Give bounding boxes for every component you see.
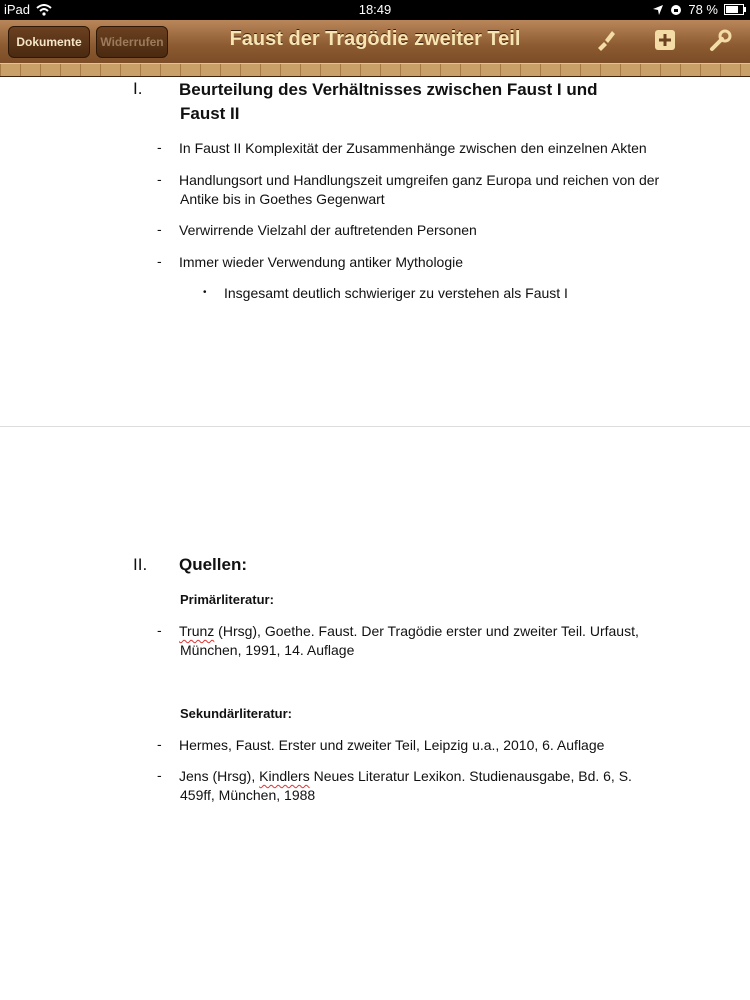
list-marker: - bbox=[157, 139, 162, 155]
list-marker: - bbox=[157, 171, 162, 187]
lock-rotation-icon bbox=[670, 4, 682, 16]
bullet-marker: • bbox=[203, 287, 207, 298]
sub-list-item: Insgesamt deutlich schwieriger zu verstehen als Faust I bbox=[224, 285, 568, 301]
list-item-text: (Hrsg), Goethe. Faust. Der Tragödie erster und zweiter Teil. Urfaust, bbox=[214, 623, 639, 639]
list-item: In Faust II Komplexität der Zusammenhänge zwischen den einzelnen Akten bbox=[179, 140, 647, 156]
undo-button[interactable]: Widerrufen bbox=[96, 26, 168, 58]
list-item bbox=[179, 622, 639, 641]
section-heading: Quellen: bbox=[179, 555, 248, 574]
ruler bbox=[0, 63, 750, 77]
battery-percent: 78 % bbox=[688, 2, 718, 17]
list-item: Immer wieder Verwendung antiker Mythologie bbox=[179, 254, 464, 270]
spelling-flagged-word[interactable]: Trunz bbox=[179, 623, 215, 639]
documents-button[interactable]: Dokumente bbox=[8, 26, 90, 58]
wrench-icon[interactable] bbox=[709, 28, 733, 52]
section-number: I. bbox=[133, 79, 143, 98]
section-number: II. bbox=[133, 555, 148, 574]
device-name: iPad bbox=[4, 2, 31, 17]
document-canvas[interactable] bbox=[0, 77, 750, 1000]
section-heading-line2: Faust II bbox=[180, 104, 240, 123]
section-heading-line1: Beurteilung des Verhältnisses zwischen Faust I und bbox=[179, 80, 598, 99]
list-marker: - bbox=[157, 767, 162, 783]
list-marker: - bbox=[157, 622, 162, 638]
list-item-continuation: Antike bis in Goethes Gegenwart bbox=[180, 191, 385, 207]
list-item-text: Jens (Hrsg), bbox=[179, 768, 260, 784]
document-title: Faust der Tragödie zweiter Teil bbox=[229, 28, 521, 50]
insert-icon[interactable] bbox=[653, 28, 677, 52]
page-break bbox=[0, 426, 750, 427]
brush-icon[interactable] bbox=[594, 28, 618, 52]
status-time: 18:49 bbox=[358, 2, 392, 17]
battery-icon bbox=[724, 4, 744, 15]
list-item-continuation: 459ff, München, 1988 bbox=[180, 787, 316, 803]
list-item: Verwirrende Vielzahl der auftretenden Personen bbox=[179, 222, 477, 238]
list-item: Hermes, Faust. Erster und zweiter Teil, Leipzig u.a., 2010, 6. Auflage bbox=[179, 737, 605, 753]
spelling-flagged-word[interactable]: Kindlers bbox=[259, 768, 310, 784]
list-item bbox=[179, 767, 632, 786]
status-bar bbox=[0, 0, 750, 20]
status-right bbox=[652, 2, 744, 17]
list-item: Handlungsort und Handlungszeit umgreifen ganz Europa und reichen von der bbox=[179, 172, 660, 188]
list-marker: - bbox=[157, 736, 162, 752]
location-icon bbox=[652, 4, 664, 16]
list-marker: - bbox=[157, 253, 162, 269]
subheading-primary: Primärliteratur: bbox=[180, 592, 274, 607]
list-item-text: Neues Literatur Lexikon. Studienausgabe, Bd. 6, S. bbox=[309, 768, 632, 784]
subheading-secondary: Sekundärliteratur: bbox=[180, 706, 292, 721]
list-marker: - bbox=[157, 221, 162, 237]
list-item-continuation: München, 1991, 14. Auflage bbox=[180, 642, 355, 658]
